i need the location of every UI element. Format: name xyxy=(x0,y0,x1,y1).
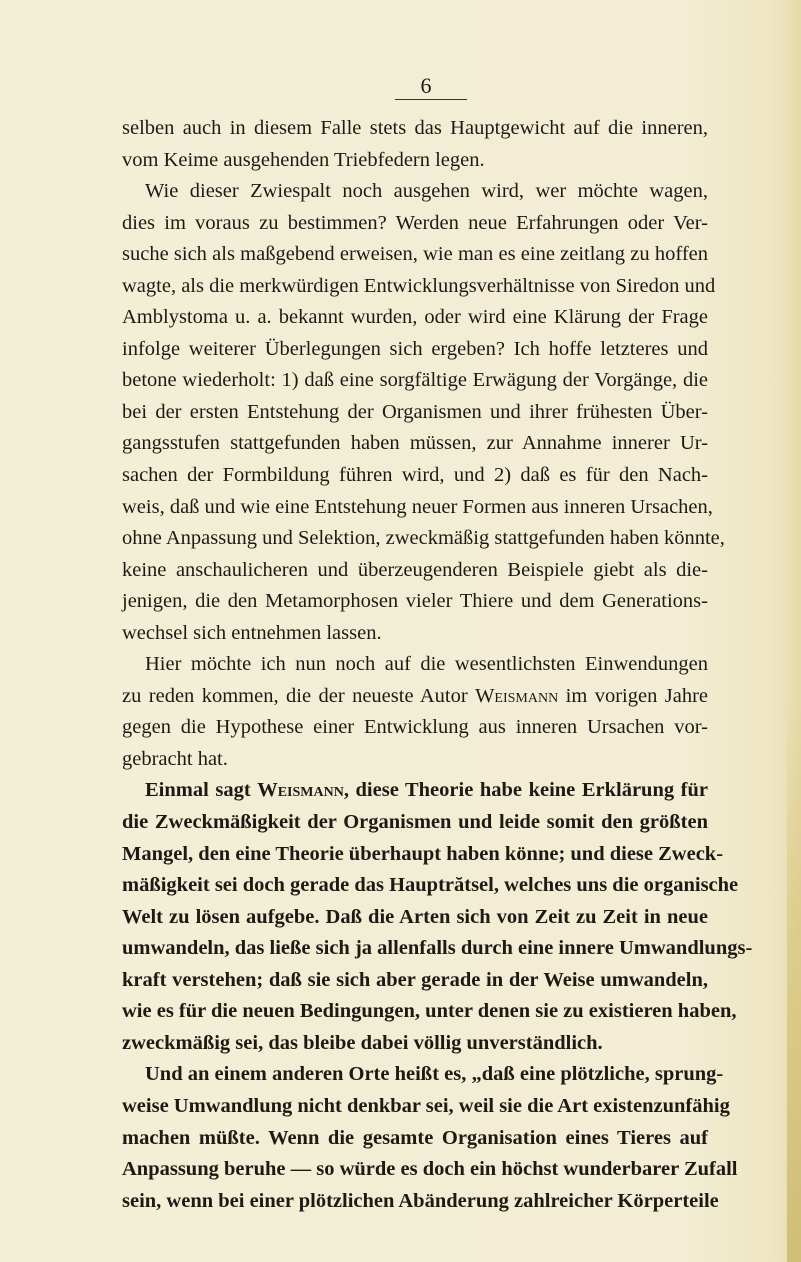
author-name: Weismann xyxy=(257,779,344,802)
text-line: kraft verstehen; daß sie sich aber gerade in der Weise umwandeln, xyxy=(122,968,708,991)
text-line: Welt zu lösen aufgebe. Daß die Arten sich von Zeit zu Zeit in neue xyxy=(122,905,708,928)
text-line: infolge weiterer Überlegungen sich ergeben? Ich hoffe letzteres und xyxy=(122,337,708,360)
text-line: zweckmäßig sei, das bleibe dabei völlig unverständlich. xyxy=(122,1031,603,1054)
text-line: gebracht hat. xyxy=(122,747,228,770)
page-number: 6 xyxy=(420,73,432,98)
text-line: bei der ersten Entstehung der Organismen und ihrer frühesten Über- xyxy=(122,400,708,423)
text-line: dies im voraus zu bestimmen? Werden neue Erfahrungen oder Ver- xyxy=(122,211,708,234)
text-line: betone wiederholt: 1) daß eine sorgfältige Erwägung der Vorgänge, die xyxy=(122,369,708,392)
text-line: suche sich als maßgebend erweisen, wie man es eine zeitlang zu hoffen xyxy=(122,243,708,266)
text-line: weise Umwandlung nicht denkbar sei, weil sie die Art existenzunfähig xyxy=(122,1094,730,1117)
author-name: Weismann xyxy=(475,684,559,707)
text-line: ohne Anpassung und Selektion, zweckmäßig stattgefunden haben könnte, xyxy=(122,527,725,550)
text-line: wie es für die neuen Bedingungen, unter denen sie zu existieren haben, xyxy=(122,1000,737,1023)
text-line: sein, wenn bei einer plötzlichen Abänderung zahlreicher Körperteile xyxy=(122,1189,719,1212)
text-line: Hier möchte ich nun noch auf die wesentlichsten Einwendungen xyxy=(145,653,708,676)
text-line: gangsstufen stattgefunden haben müssen, zur Annahme innerer Ur- xyxy=(122,432,708,455)
text-line: die Zweckmäßigkeit der Organismen und leide somit den größten xyxy=(122,811,708,834)
page-header xyxy=(386,74,466,98)
text-line: wagte, als die merkwürdigen Entwicklungsverhältnisse von Siredon und xyxy=(122,274,716,297)
text-line: weis, daß und wie eine Entstehung neuer Formen aus inneren Ursachen, xyxy=(122,495,713,518)
text-line: Einmal sagt Weismann, diese Theorie habe keine Erklärung für xyxy=(145,779,708,802)
text-line: keine anschaulicheren und überzeugenderen Beispiele giebt als die- xyxy=(122,558,708,581)
text-line: machen müßte. Wenn die gesamte Organisation eines Tieres auf xyxy=(122,1126,708,1149)
text-line: gegen die Hypothese einer Entwicklung aus inneren Ursachen vor- xyxy=(122,716,708,739)
text-line: vom Keime ausgehenden Triebfedern legen. xyxy=(122,148,485,171)
text-line: Anpassung beruhe — so würde es doch ein höchst wunderbarer Zufall xyxy=(122,1158,738,1181)
text-line: zu reden kommen, die der neueste Autor Weismann im vorigen Jahre xyxy=(122,684,708,707)
text-line: Wie dieser Zwiespalt noch ausgehen wird, wer möchte wagen, xyxy=(145,180,708,203)
text-line: sachen der Formbildung führen wird, und 2) daß es für den Nach- xyxy=(122,464,708,487)
text-line: wechsel sich entnehmen lassen. xyxy=(122,621,382,644)
text-line: mäßigkeit sei doch gerade das Hauptrătsel, welches uns die organische xyxy=(122,874,739,897)
body-text xyxy=(122,113,753,1217)
text-line: umwandeln, das ließe sich ja allenfalls durch eine innere Umwandlungs- xyxy=(122,937,753,960)
header-rule xyxy=(395,99,467,100)
page-edge-discoloration xyxy=(787,700,801,1262)
text-line: Und an einem anderen Orte heißt es, „daß eine plötzliche, sprung- xyxy=(145,1063,724,1086)
text-line: Mangel, den eine Theorie überhaupt haben könne; und diese Zweck- xyxy=(122,842,724,865)
text-line: jenigen, die den Metamorphosen vieler Thiere und dem Generations- xyxy=(122,590,708,613)
text-line: selben auch in diesem Falle stets das Hauptgewicht auf die inneren, xyxy=(122,117,708,139)
text-line: Amblystoma u. a. bekannt wurden, oder wird eine Klärung der Frage xyxy=(122,306,708,329)
